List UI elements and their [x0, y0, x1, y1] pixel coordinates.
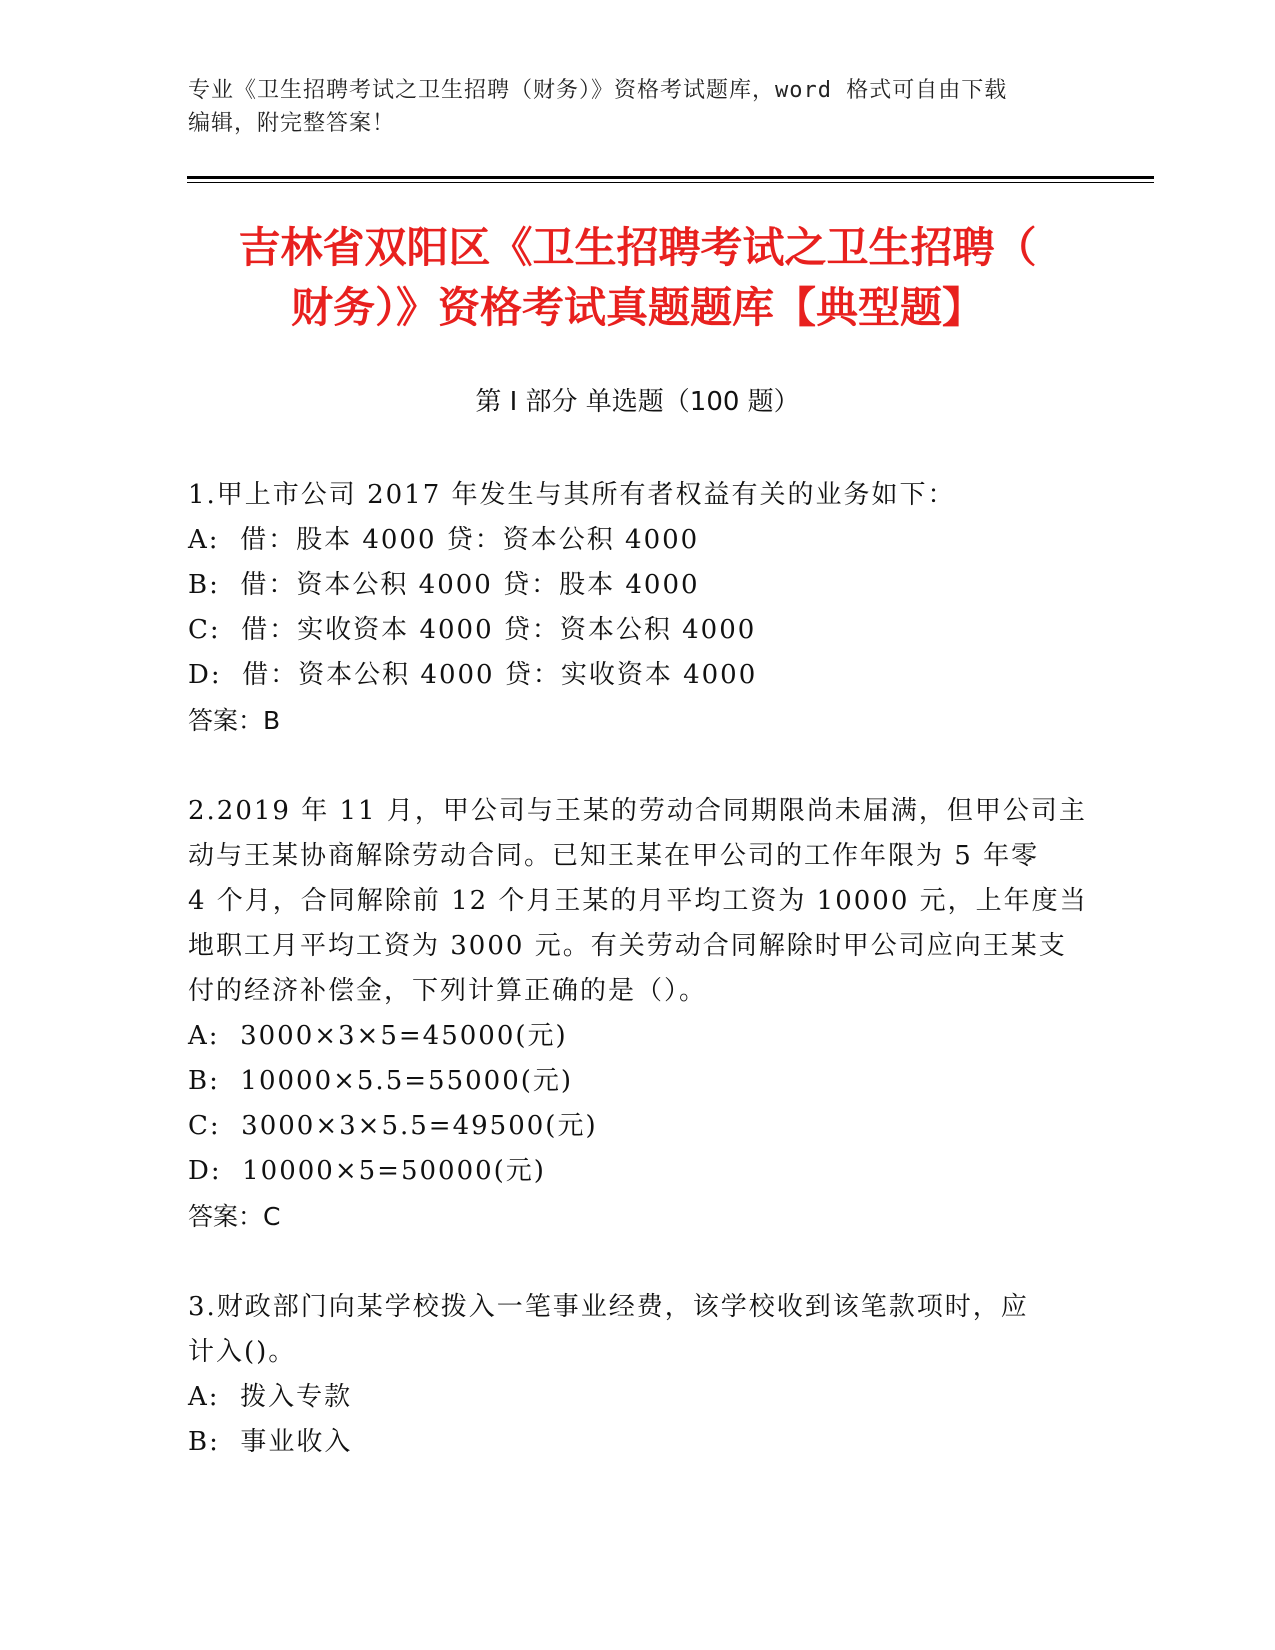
header-note — [188, 74, 1088, 140]
answer-label: 答案：C — [188, 1202, 281, 1231]
question-stem: 计入()。 — [188, 1337, 297, 1367]
option-b: B: 10000×5.5=55000(元) — [188, 1066, 574, 1096]
option-d: D: 借：资本公积 4000 贷：实收资本 4000 — [188, 660, 758, 690]
question-2 — [188, 789, 1093, 1239]
question-stem: 4 个月，合同解除前 12 个月王某的月平均工资为 10000 元，上年度当 — [188, 886, 1088, 916]
question-list — [188, 473, 1093, 1511]
document-title-line-2: 财务）》资格考试真题题库【典型题】 — [290, 283, 984, 332]
header-note-line-2: 编辑，附完整答案！ — [188, 111, 396, 136]
question-3 — [188, 1285, 1093, 1465]
option-a: A: 拨入专款 — [188, 1382, 353, 1412]
header-divider-thick — [187, 176, 1154, 179]
document-title-line-1: 吉林省双阳区《卫生招聘考试之卫生招聘（ — [238, 223, 1037, 272]
option-c: C: 借：实收资本 4000 贷：资本公积 4000 — [188, 615, 757, 645]
option-a: A: 借：股本 4000 贷：资本公积 4000 — [188, 525, 700, 555]
question-stem: 1.甲上市公司 2017 年发生与其所有者权益有关的业务如下： — [188, 480, 956, 510]
section-heading: 第 I 部分 单选题（100 题） — [475, 387, 800, 417]
question-1 — [188, 473, 1093, 743]
question-stem: 地职工月平均工资为 3000 元。有关劳动合同解除时甲公司应向王某支 — [188, 931, 1067, 961]
question-stem: 2.2019 年 11 月，甲公司与王某的劳动合同期限尚未届满，但甲公司主 — [188, 796, 1087, 826]
question-stem: 3.财政部门向某学校拨入一笔事业经费，该学校收到该笔款项时，应 — [188, 1292, 1029, 1322]
document-title — [150, 218, 1125, 338]
option-b: B: 借：资本公积 4000 贷：股本 4000 — [188, 570, 700, 600]
option-c: C: 3000×3×5.5=49500(元) — [188, 1111, 598, 1141]
answer-label: 答案：B — [188, 706, 281, 735]
header-divider-thin — [187, 182, 1154, 183]
option-b: B: 事业收入 — [188, 1427, 353, 1457]
question-stem: 付的经济补偿金，下列计算正确的是（）。 — [188, 976, 708, 1006]
option-a: A: 3000×3×5=45000(元) — [188, 1021, 568, 1051]
header-note-line-1: 专业《卫生招聘考试之卫生招聘（财务）》资格考试题库，word 格式可自由下载 — [188, 78, 1008, 103]
question-stem: 动与王某协商解除劳动合同。已知王某在甲公司的工作年限为 5 年零 — [188, 841, 1040, 871]
option-d: D: 10000×5=50000(元) — [188, 1156, 546, 1186]
